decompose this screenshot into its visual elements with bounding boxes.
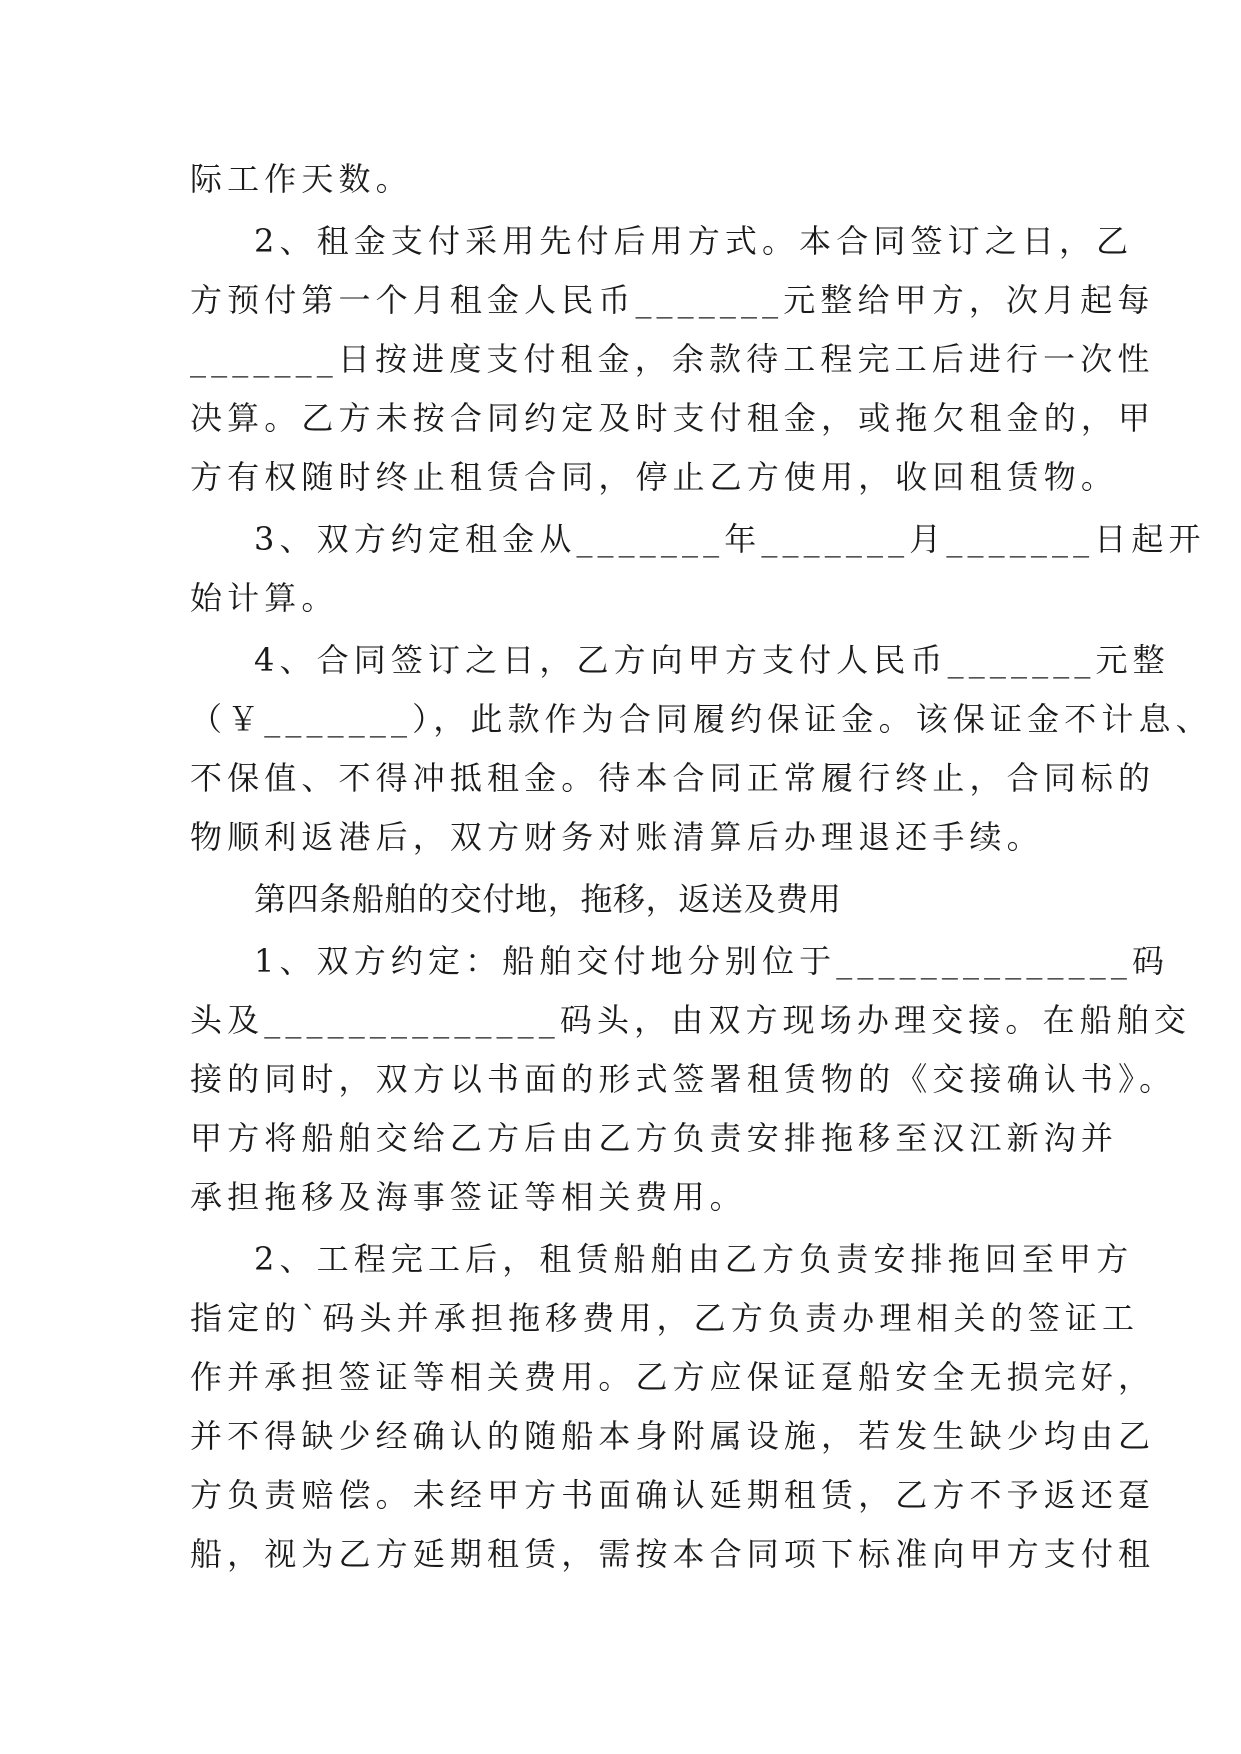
text-line-1: 际工作天数。 [190, 160, 413, 198]
delivery-clause-1-line-2: 头及______________码头，由双方现场办理交接。在船舶交 [190, 1001, 1191, 1039]
delivery-clause-2-line-3: 作并承担签证等相关费用。乙方应保证趸船安全无损完好， [190, 1358, 1156, 1396]
delivery-clause-2-line-4: 并不得缺少经确认的随船本身附属设施，若发生缺少均由乙 [190, 1417, 1156, 1455]
delivery-clause-2-line-5: 方负责赔偿。未经甲方书面确认延期租赁，乙方不予返还趸 [190, 1476, 1156, 1514]
clause-4-line-1: 4、合同签订之日，乙方向甲方支付人民币_______元整 [254, 641, 1170, 679]
delivery-clause-1-line-3: 接的同时，双方以书面的形式签署租赁物的《交接确认书》。 [190, 1060, 1177, 1098]
clause-4-line-2: （￥_______），此款作为合同履约保证金。该保证金不计息、 [190, 700, 1213, 738]
clause-2-line-4: 决算。乙方未按合同约定及时支付租金，或拖欠租金的，甲 [190, 399, 1156, 437]
delivery-clause-2-line-2: 指定的`码头并承担拖移费用，乙方负责办理相关的签证工 [190, 1299, 1140, 1337]
clause-2-line-2: 方预付第一个月租金人民币_______元整给甲方，次月起每 [190, 281, 1155, 319]
delivery-clause-1-line-4: 甲方将船舶交给乙方后由乙方负责安排拖移至汉江新沟并 [190, 1119, 1119, 1157]
clause-4-line-4: 物顺利返港后，双方财务对账清算后办理退还手续。 [190, 818, 1044, 856]
clause-2-line-3: _______日按进度支付租金，余款待工程完工后进行一次性 [190, 340, 1155, 378]
delivery-clause-2-line-6: 船，视为乙方延期租赁，需按本合同项下标准向甲方支付租 [190, 1535, 1156, 1573]
delivery-clause-1-line-1: 1、双方约定：船舶交付地分别位于______________码 [254, 942, 1170, 980]
document-page [190, 150, 1213, 1584]
clause-3-line-1: 3、双方约定租金从_______年_______月_______日起开 [254, 520, 1206, 558]
section-heading: 第四条船舶的交付地，拖移，返送及费用 [254, 880, 842, 918]
clause-3-line-2: 始计算。 [190, 579, 339, 617]
clause-4-line-3: 不保值、不得冲抵租金。待本合同正常履行终止，合同标的 [190, 759, 1156, 797]
clause-2-line-1: 2、租金支付采用先付后用方式。本合同签订之日，乙 [254, 222, 1134, 260]
clause-2-line-5: 方有权随时终止租赁合同，停止乙方使用，收回租赁物。 [190, 458, 1119, 496]
delivery-clause-2-line-1: 2、工程完工后，租赁船舶由乙方负责安排拖回至甲方 [254, 1240, 1134, 1278]
delivery-clause-1-line-5: 承担拖移及海事签证等相关费用。 [190, 1178, 747, 1216]
